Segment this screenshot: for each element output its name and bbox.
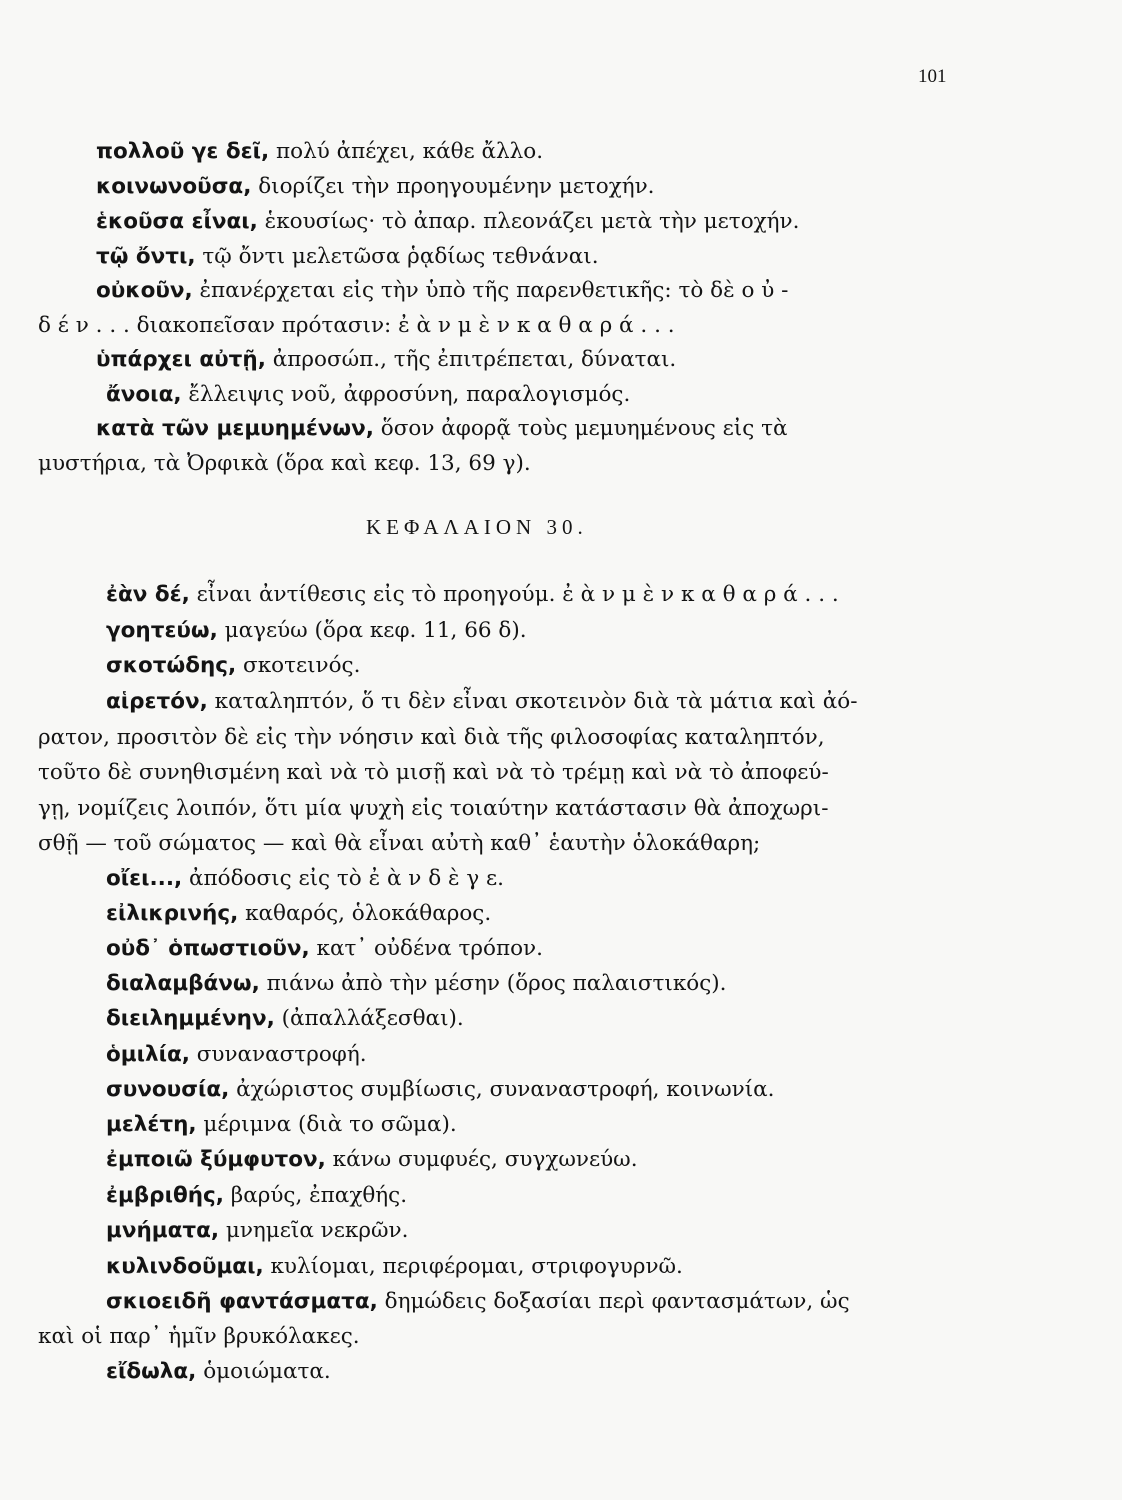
glossary-line xyxy=(106,1181,407,1211)
definition: (ἀπαλλάξεσθαι). xyxy=(274,1006,464,1031)
glossary-line xyxy=(106,1040,367,1070)
headword: οἴει..., xyxy=(106,866,183,891)
headword: εἰλικρινής, xyxy=(106,901,239,926)
glossary-line xyxy=(38,311,675,341)
glossary-line xyxy=(106,380,630,410)
headword: σκιοειδῆ φαντάσματα, xyxy=(106,1289,378,1314)
headword: εἴδωλα, xyxy=(106,1359,197,1384)
glossary-line xyxy=(38,723,825,753)
definition: ἀπροσώπ., τῆς ἐπιτρέπεται, δύναται. xyxy=(265,347,677,372)
headword: κυλινδοῦμαι, xyxy=(106,1254,264,1279)
definition: καὶ οἱ παρ᾽ ἡμῖν βρυκόλακες. xyxy=(38,1324,360,1349)
glossary-line xyxy=(106,969,726,999)
headword: γοητεύω, xyxy=(106,618,218,643)
headword: μελέτη, xyxy=(106,1112,197,1137)
glossary-line xyxy=(96,414,788,444)
glossary-line xyxy=(38,794,829,824)
glossary-line xyxy=(106,864,504,894)
glossary-line xyxy=(106,1357,331,1387)
definition: δημώδεις δοξασίαι περὶ φαντασμάτων, ὡς xyxy=(377,1289,850,1314)
headword: ἐμβριθής, xyxy=(106,1183,224,1208)
glossary-line xyxy=(106,1287,850,1317)
glossary-line xyxy=(106,1252,683,1282)
definition: πολύ ἀπέχει, κάθε ἄλλο. xyxy=(269,139,544,164)
headword: ὁμιλία, xyxy=(106,1042,190,1067)
definition: κατ᾽ οὐδένα τρόπον. xyxy=(309,936,543,961)
headword: συνουσία, xyxy=(106,1077,230,1102)
headword: ἐὰν δέ, xyxy=(106,582,190,607)
definition: σθῇ — τοῦ σώματος — καὶ θὰ εἶναι αὐτὴ καθ᾽ ἑαυτὴν ὁλοκάθαρη; xyxy=(38,831,761,856)
definition: διορίζει τὴν προηγουμένην μετοχήν. xyxy=(251,174,655,199)
definition: συναναστροφή. xyxy=(189,1042,367,1067)
definition: τοῦτο δὲ συνηθισμένη καὶ νὰ τὸ μισῇ καὶ νὰ τὸ τρέμῃ καὶ νὰ τὸ ἀποφεύ- xyxy=(38,760,829,785)
glossary-line xyxy=(106,580,839,610)
glossary-line xyxy=(106,1216,408,1246)
definition: εἶναι ἀντίθεσις εἰς τὸ προηγούμ. ἐ ὰ ν μ ὲ ν κ α θ α ρ ά . . . xyxy=(189,582,839,607)
glossary-line xyxy=(106,1145,638,1175)
glossary-line xyxy=(38,758,829,788)
headword: οὐδ᾽ ὁπωστιοῦν, xyxy=(106,936,310,961)
definition: κυλίομαι, περιφέρομαι, στριφογυρνῶ. xyxy=(263,1254,683,1279)
headword: οὐκοῦν, xyxy=(96,278,193,303)
headword: αἱρετόν, xyxy=(106,689,208,714)
glossary-line xyxy=(96,207,799,237)
definition: μνημεῖα νεκρῶν. xyxy=(219,1218,409,1243)
headword: ἄνοια, xyxy=(106,382,182,407)
definition: πιάνω ἀπὸ τὴν μέσην (ὅρος παλαιστικός). xyxy=(259,971,727,996)
definition: ἑκουσίως· τὸ ἀπαρ. πλεονάζει μετὰ τὴν μετοχήν. xyxy=(257,209,800,234)
definition: ἀπόδοσις εἰς τὸ ἐ ὰ ν δ ὲ γ ε. xyxy=(182,866,505,891)
section-heading: ΚΕΦΑΛΑΙΟΝ 30. xyxy=(366,515,588,539)
glossary-line xyxy=(106,1004,464,1034)
glossary-line xyxy=(106,616,527,646)
headword: διειλημμένην, xyxy=(106,1006,275,1031)
glossary-line xyxy=(106,651,360,681)
definition: καθαρός, ὁλοκάθαρος. xyxy=(238,901,492,926)
definition: τῷ ὄντι μελετῶσα ῥᾳδίως τεθνάναι. xyxy=(195,244,599,269)
headword: μνήματα, xyxy=(106,1218,220,1243)
definition: δ έ ν . . . διακοπεῖσαν πρότασιν: ἐ ὰ ν μ ὲ ν κ α θ α ρ ά . . . xyxy=(38,313,675,338)
definition: βαρύς, ἐπαχθής. xyxy=(223,1183,408,1208)
glossary-line xyxy=(106,934,543,964)
headword: διαλαμβάνω, xyxy=(106,971,260,996)
glossary-line xyxy=(96,172,655,202)
definition: μαγεύω (ὅρα κεφ. 11, 66 δ). xyxy=(217,618,527,643)
glossary-line xyxy=(96,242,599,272)
glossary-line xyxy=(106,899,491,929)
glossary-line xyxy=(96,137,543,167)
definition: σκοτεινός. xyxy=(236,653,361,678)
headword: πολλοῦ γε δεῖ, xyxy=(96,139,270,164)
definition: μέριμνα (διὰ το σῶμα). xyxy=(196,1112,457,1137)
headword: ἑκοῦσα εἶναι, xyxy=(96,209,258,234)
headword: κατὰ τῶν μεμυημένων, xyxy=(96,416,374,441)
headword: ὑπάρχει αὐτῇ, xyxy=(96,347,266,372)
glossary-line xyxy=(38,829,760,859)
definition: καταληπτόν, ὅ τι δὲν εἶναι σκοτεινὸν διὰ τὰ μάτια καὶ ἀό- xyxy=(207,689,858,714)
definition: ὁμοιώματα. xyxy=(196,1359,331,1384)
glossary-line xyxy=(96,345,676,375)
headword: τῷ ὄντι, xyxy=(96,244,196,269)
glossary-line xyxy=(38,449,531,479)
page-number: 101 xyxy=(918,66,947,87)
glossary-line xyxy=(106,1075,775,1105)
definition: κάνω συμφυές, συγχωνεύω. xyxy=(325,1147,638,1172)
glossary-line xyxy=(38,1322,360,1352)
definition: γῃ, νομίζεις λοιπόν, ὅτι μία ψυχὴ εἰς τοιαύτην κατάστασιν θὰ ἀποχωρι- xyxy=(38,796,829,821)
definition: ἔλλειψις νοῦ, ἀφροσύνη, παραλογισμός. xyxy=(181,382,631,407)
definition: μυστήρια, τὰ Ὀρφικὰ (ὅρα καὶ κεφ. 13, 69 γ). xyxy=(38,451,531,476)
headword: σκοτώδης, xyxy=(106,653,237,678)
glossary-line xyxy=(106,1110,457,1140)
definition: ἐπανέρχεται εἰς τὴν ὑπὸ τῆς παρενθετικῆς: τὸ δὲ ο ὐ - xyxy=(192,278,789,303)
glossary-line xyxy=(106,687,858,717)
headword: κοινωνοῦσα, xyxy=(96,174,252,199)
glossary-line xyxy=(96,276,788,306)
definition: ρατον, προσιτὸν δὲ εἰς τὴν νόησιν καὶ διὰ τῆς φιλοσοφίας καταληπτόν, xyxy=(38,725,825,750)
definition: ὅσον ἀφορᾷ τοὺς μεμυημένους εἰς τὰ xyxy=(373,416,788,441)
headword: ἐμποιῶ ξύμφυτον, xyxy=(106,1147,326,1172)
definition: ἀχώριστος συμβίωσις, συναναστροφή, κοινωνία. xyxy=(229,1077,775,1102)
